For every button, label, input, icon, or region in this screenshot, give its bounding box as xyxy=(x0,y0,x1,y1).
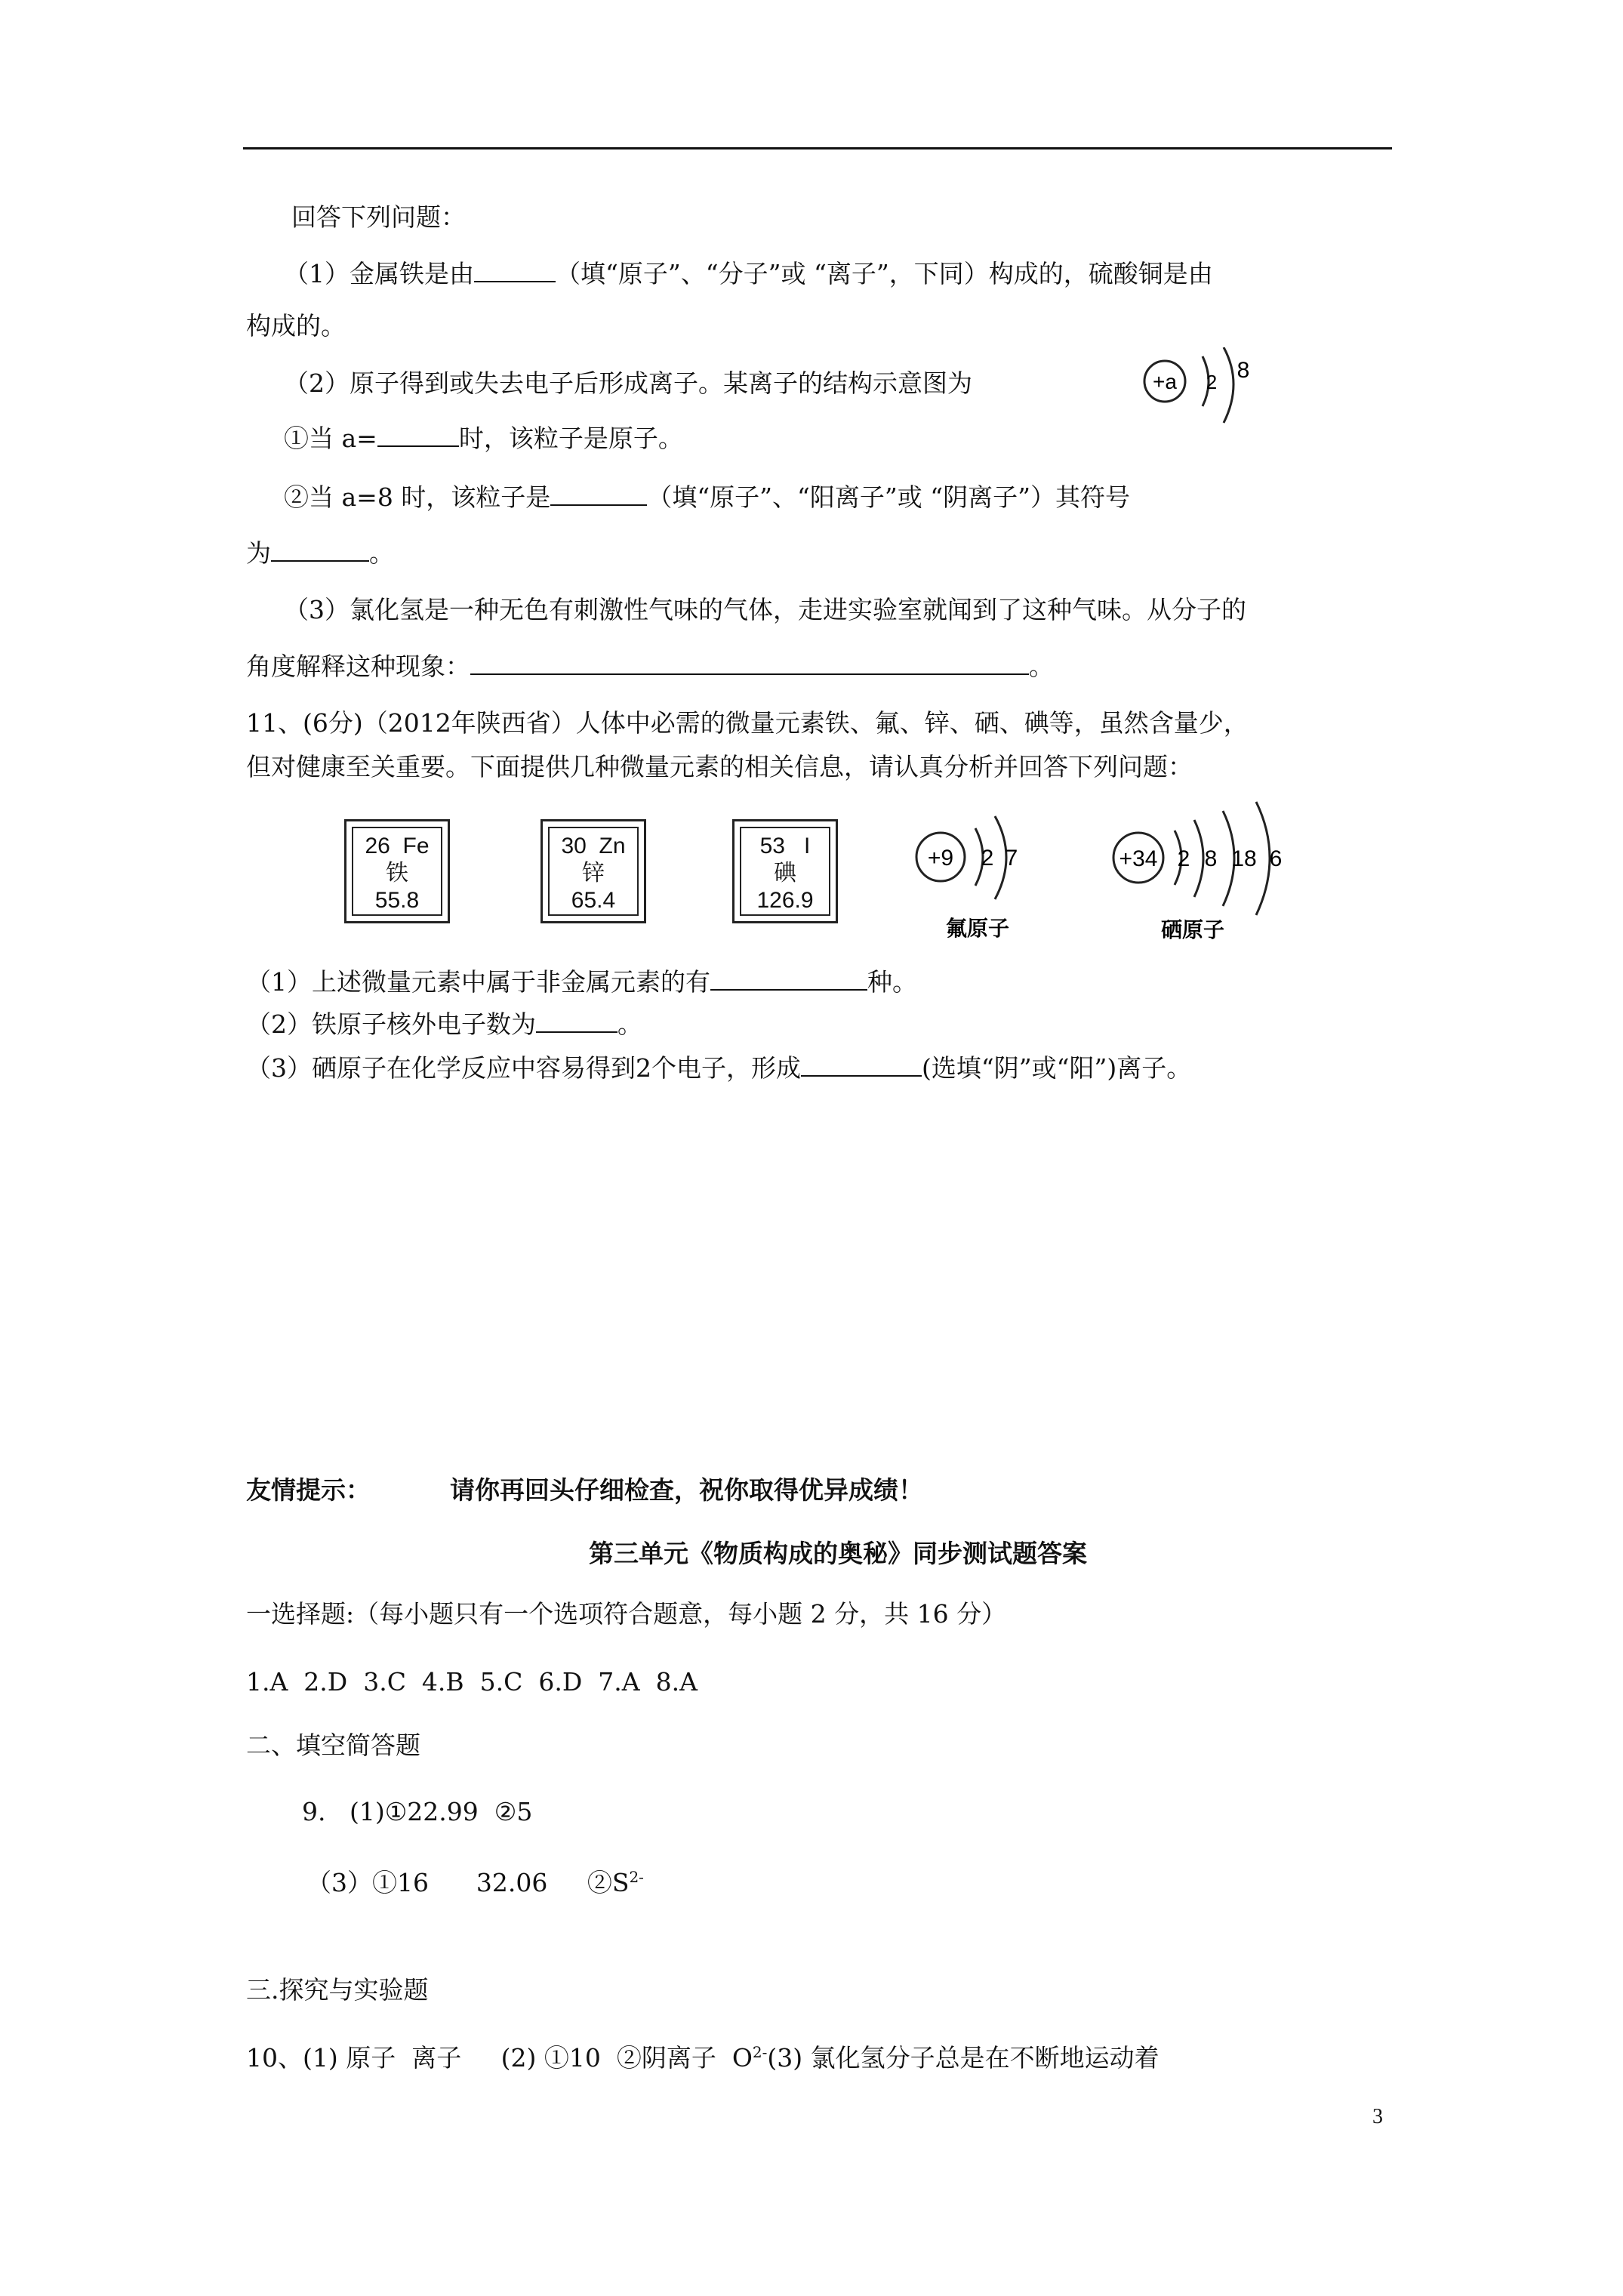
nucleus-charge: +9 xyxy=(927,846,954,871)
shell-1-electrons: 2 xyxy=(1177,846,1190,871)
answers-section-1: 一选择题:（每小题只有一个选项符合题意，每小题 2 分，共 16 分） xyxy=(246,1599,1007,1629)
answer-blank xyxy=(271,538,369,562)
q11-sub1: （1）上述微量元素中属于非金属元素的有 种。 xyxy=(246,967,917,997)
answer-10: 10、(1) 原子 离子 (2) ①10 ②阴离子 $O^{2-}(3)$ 氯化氢分子总是在不断地运动着 xyxy=(246,2043,1160,2073)
q10-part3: （3）氯化氢是一种无色有刺激性气味的气体，走进实验室就闻到了这种气味。从分子的 xyxy=(284,595,1246,624)
q10-part2-1: ①当 a= 时，该粒子是原子。 xyxy=(284,424,683,453)
answer-blank xyxy=(474,258,556,282)
q11-sub2: （2）铁原子核外电子数为 。 xyxy=(246,1009,642,1039)
fluorine-atom-diagram xyxy=(906,812,1057,948)
answer-9-part1: 9. (1)①22.99 ②5 xyxy=(302,1797,533,1826)
shell-1-electrons: 2 xyxy=(1206,371,1218,393)
selenium-atom-diagram xyxy=(1102,800,1298,951)
element-card-zinc: 30 Zn 锌 65.4 xyxy=(540,819,646,923)
q10-part2-2-cont: 为 。 xyxy=(246,538,394,568)
answer-blank xyxy=(801,1052,922,1077)
page-number: 3 xyxy=(1372,2105,1383,2128)
q10-part2-2: ②当 a=8 时，该粒子是 （填“原子”、“阳离子”或 “阴离子”）其符号 xyxy=(284,482,1131,512)
answer-9-part3: （3）①16 32.06 $②S^{2-}$ xyxy=(306,1868,644,1897)
shell-2-electrons: 8 xyxy=(1236,358,1250,383)
q10-part3-cont: 角度解释这种现象： 。 xyxy=(246,652,1054,681)
intro-text: 回答下列问题： xyxy=(291,202,466,232)
answers-multiple-choice: 1.A 2.D 3.C 4.B 5.C 6.D 7.A 8.A xyxy=(246,1667,698,1697)
answers-section-3: 三.探究与实验题 xyxy=(246,1975,429,2005)
q10-part2: （2）原子得到或失去电子后形成离子。某离子的结构示意图为 xyxy=(284,368,972,398)
answer-blank xyxy=(536,1009,617,1033)
answer-blank xyxy=(710,966,867,991)
shell-3-electrons: 18 xyxy=(1231,846,1257,871)
answers-title: 第三单元《物质构成的奥秘》同步测试题答案 xyxy=(589,1539,1087,1568)
element-card-iodine: 53 I 碘 126.9 xyxy=(732,819,838,923)
answer-blank xyxy=(470,651,1029,675)
answer-blank xyxy=(377,423,459,447)
shell-2-electrons: 8 xyxy=(1204,846,1218,871)
q10-part1-cont: 构成的。 xyxy=(246,311,346,341)
fluorine-label: 氟原子 xyxy=(945,917,1010,940)
shell-2-electrons: 7 xyxy=(1005,846,1018,871)
nucleus-charge: +34 xyxy=(1119,846,1158,871)
answers-section-2: 二、填空简答题 xyxy=(246,1730,420,1760)
q11-line2: 但对健康至关重要。下面提供几种微量元素的相关信息，请认真分析并回答下列问题： xyxy=(246,752,1193,781)
shell-4-electrons: 6 xyxy=(1269,846,1283,871)
q10-part1: （1）金属铁是由 （填“原子”、“分子”或 “离子”，下同）构成的，硫酸铜是由 xyxy=(284,259,1213,288)
nucleus-charge: +a xyxy=(1153,370,1177,393)
ion-structure-diagram xyxy=(1136,347,1264,445)
shell-1-electrons: 2 xyxy=(981,846,994,871)
shell-arc-4 xyxy=(1256,802,1270,915)
answer-blank xyxy=(550,482,647,506)
element-card-iron: 26 Fe 铁 55.8 xyxy=(344,819,450,923)
shell-arc-2 xyxy=(1194,820,1203,897)
selenium-label: 硒原子 xyxy=(1160,918,1225,942)
q11-sub3: （3）硒原子在化学反应中容易得到2个电子，形成 (选填“阴”或“阳”)离子。 xyxy=(246,1053,1192,1083)
header-rule xyxy=(243,147,1392,149)
shell-arc-2 xyxy=(1224,347,1233,423)
q11-line1: 11、(6分)（2012年陕西省）人体中必需的微量元素铁、氟、锌、硒、碘等，虽然含量少， xyxy=(246,708,1249,738)
tip-text: 请你再回头仔细检查，祝你取得优异成绩！ xyxy=(450,1475,923,1505)
tip-label: 友情提示： xyxy=(246,1475,371,1505)
